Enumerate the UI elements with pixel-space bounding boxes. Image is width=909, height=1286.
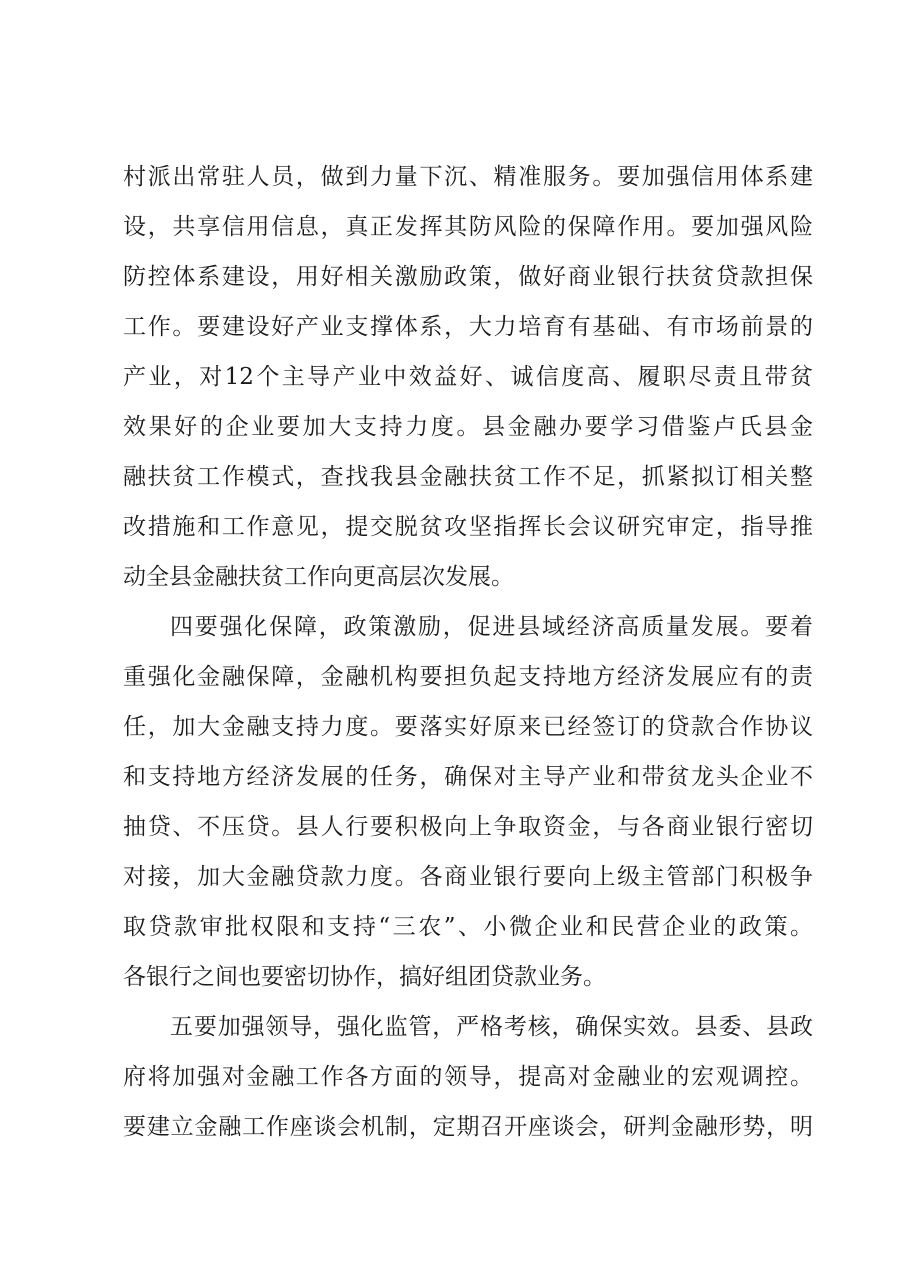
text-line: 各银行之间也要密切协作，搞好组团贷款业务。 [123, 964, 606, 990]
text-line: 效果好的企业要加大支持力度。县金融办要学习借鉴卢氏县金 [123, 414, 813, 440]
text-line: 防控体系建设，用好相关激励政策，做好商业银行扶贫贷款担保 [123, 264, 813, 290]
text-line: 要建立金融工作座谈会机制，定期召开座谈会，研判金融形势，明 [123, 1114, 813, 1140]
text-line: 对接，加大金融贷款力度。各商业银行要向上级主管部门积极争 [123, 864, 813, 890]
text-line: 工作。要建设好产业支撑体系，大力培育有基础、有市场前景的 [123, 314, 813, 340]
text-line: 改措施和工作意见，提交脱贫攻坚指挥长会议研究审定，指导推 [123, 514, 813, 540]
paragraph-first-line: 四要强化保障，政策激励，促进县域经济高质量发展。要着 [170, 614, 813, 640]
text-line: 任，加大金融支持力度。要落实好原来已经签订的贷款合作协议 [123, 714, 813, 740]
paragraph-first-line: 五要加强领导，强化监管，严格考核，确保实效。县委、县政 [170, 1014, 813, 1040]
text-line: 和支持地方经济发展的任务，确保对主导产业和带贫龙头企业不 [123, 764, 813, 790]
text-line: 产业，对12个主导产业中效益好、诚信度高、履职尽责且带贫 [123, 364, 813, 390]
text-line: 府将加强对金融工作各方面的领导，提高对金融业的宏观调控。 [123, 1064, 813, 1090]
text-line: 融扶贫工作模式，查找我县金融扶贫工作不足，抓紧拟订相关整 [123, 464, 813, 490]
text-line: 动全县金融扶贫工作向更高层次发展。 [123, 564, 514, 590]
text-line: 设，共享信用信息，真正发挥其防风险的保障作用。要加强风险 [123, 214, 813, 240]
text-line: 抽贷、不压贷。县人行要积极向上争取资金，与各商业银行密切 [123, 814, 813, 840]
text-line: 取贷款审批权限和支持“三农”、小微企业和民营企业的政策。 [123, 914, 813, 940]
text-line: 重强化金融保障，金融机构要担负起支持地方经济发展应有的责 [123, 664, 813, 690]
text-line: 村派出常驻人员，做到力量下沉、精准服务。要加强信用体系建 [123, 164, 813, 190]
